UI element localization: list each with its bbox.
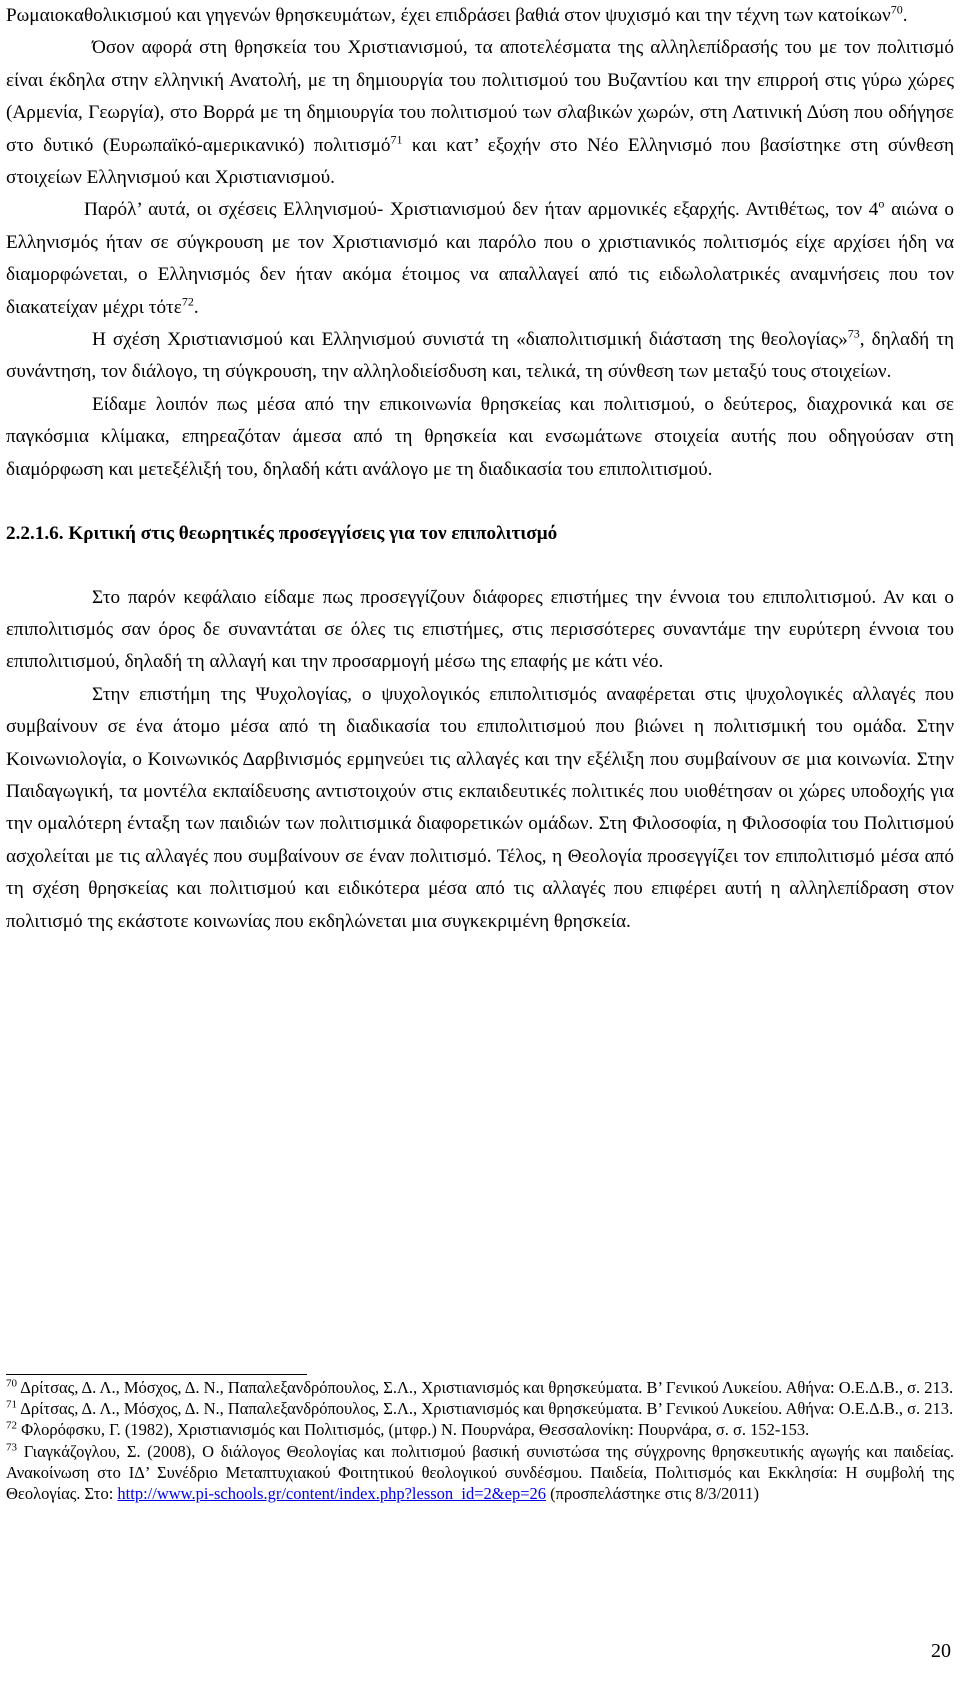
paragraph-text: , δηλαδή τη συνάντηση, τον διάλογο, τη σύγκρουση, την αλληλοδιείσδυση και, τελικά, τη σύνθεση των μεταξύ τους στοιχείων.	[6, 329, 954, 383]
footnote-number: 71	[6, 1398, 17, 1411]
reference-link[interactable]: http://www.pi-schools.gr/content/index.php?lesson_id=2&ep=26	[117, 1484, 547, 1504]
paragraph-text: .	[902, 5, 908, 26]
footnote-ref-73[interactable]: 73	[847, 326, 860, 341]
footnote-text: Γιαγκάζογλου, Σ. (2008), Ο διάλογος Θεολογίας και πολιτισμού βασική συνιστώσα της σύγχρονης θρησκευτικής αγωγής και παιδείας. Ανακοίνωση στο ΙΔ’ Συνέδριο Μεταπτυχιακού Φοιτητικού θεολογικού συνδέσμου. Παιδεία, Πολιτισμός και Εκκλησία: Η συμβολή της Θεολογίας. Στο:	[6, 1441, 955, 1504]
paragraph-text: και κατ’ εξοχήν στο Νέο Ελληνισμό που βασίστηκε στη σύνθεση στοιχείων Ελληνισμού και Χριστιανισμού.	[6, 134, 954, 189]
page-number: 20	[931, 1640, 951, 1662]
footnote-number: 70	[6, 1377, 17, 1390]
footnotes	[6, 1377, 954, 1504]
footnote-ref-70[interactable]: 70	[890, 2, 903, 17]
footnote-71	[6, 1398, 954, 1419]
paragraph-2	[6, 32, 954, 194]
paragraph-3	[6, 194, 954, 324]
spacer	[6, 551, 954, 582]
footnote-73	[6, 1441, 954, 1505]
paragraph-text: Ρωμαιοκαθολικισμού και γηγενών θρησκευμάτων, έχει επιδράσει βαθιά στον ψυχισμό και την τέχνη των κατοίκων	[6, 5, 891, 26]
footnote-divider	[6, 1374, 307, 1375]
paragraph-text: αιώνα ο Ελληνισμός ήταν σε σύγκρουση με τον Χριστιανισμό και παρόλο που ο χριστιανικός πολιτισμός είχε αρχίσει ήδη να διαμορφώνεται, ο Ελληνισμός δεν ήταν ακόμα έτοιμος να απαλλαγεί από τις ειδωλολατρικές αναμνήσεις που τον διακατείχαν μέχρι τότε	[6, 199, 954, 318]
document-body	[6, 0, 954, 938]
paragraph-text: .	[193, 296, 199, 318]
paragraph-text: Όσον αφορά στη θρησκεία του Χριστιανισμού, τα αποτελέσματα της αλληλεπίδρασής του με τον πολιτισμό είναι έκδηλα στην ελληνική Ανατολή, με τη δημιουργία του πολιτισμού του Βυζαντίου και την επιρροή στις γύρω χώρες (Αρμενία, Γεωργία), στο Βορρά με τη δημιουργία του πολιτισμού των σλαβικών χωρών, στη Λατινική Δύση που οδήγησε στο δυτικό (Ευρωπαϊκό-αμερικανικό) πολιτισμό	[6, 37, 954, 156]
footnote-number: 73	[6, 1441, 17, 1454]
paragraph-7: Στην επιστήμη της Ψυχολογίας, ο ψυχολογικός επιπολιτισμός αναφέρεται στις ψυχολογικές αλλαγές που συμβαίνουν σε ένα άτομο μέσα από τη διαδικασία του επιπολιτισμού που βιώνει η πολιτισμική του ομάδα. Στην Κοινωνιολογία, ο Κοινωνικός Δαρβινισμός ερμηνεύει τις αλλαγές και την εξέλιξη που συμβαίνουν σε μια κοινωνία. Στην Παιδαγωγική, τα μοντέλα εκπαίδευσης αντιστοιχούν στις εκπαιδευτικές πολιτικές που υιοθέτησαν οι χώρες υποδοχής για την ομαλότερη ένταξη των παιδιών των πολιτισμικά διαφορετικών ομάδων. Στη Φιλοσοφία, η Φιλοσοφία του Πολιτισμού ασχολείται με τις αλλαγές που συμβαίνουν σε έναν πολιτισμό. Τέλος, η Θεολογία προσεγγίζει τον επιπολιτισμό μέσα από τη σχέση θρησκείας και πολιτισμού και ειδικότερα μέσα από τις αλλαγές που επιφέρει αυτή η αλληλεπίδραση στον πολιτισμό της εκάστοτε κοινωνίας που εκδηλώνεται μια συγκεκριμένη θρησκεία.	[6, 683, 954, 932]
footnote-ref-71[interactable]: 71	[390, 132, 403, 147]
section-heading: 2.2.1.6. Κριτική στις θεωρητικές προσεγγίσεις για τον επιπολιτισμό	[6, 523, 558, 545]
footnote-text: (προσπελάστηκε στις 8/3/2011)	[546, 1484, 759, 1504]
footnote-70	[6, 1377, 954, 1398]
paragraph-text: Η σχέση Χριστιανισμού και Ελληνισμού συνιστά τη «διαπολιτισμική διάσταση της θεολογίας»	[92, 329, 848, 351]
footnote-text: Φλορόφσκυ, Γ. (1982), Χριστιανισμός και Πολιτισμός, (μτφρ.) Ν. Πουρνάρα, Θεσσαλονίκη: Πουρνάρα, σ. σ. 152-153.	[21, 1420, 810, 1440]
footnote-ref-72[interactable]: 72	[181, 294, 194, 309]
footnote-text: Δρίτσας, Δ. Λ., Μόσχος, Δ. Ν., Παπαλεξανδρόπουλος, Σ.Λ., Χριστιανισμός και θρησκεύματα. Β’ Γενικού Λυκείου. Αθήνα: Ο.Ε.Δ.Β., σ. 213.	[20, 1399, 954, 1419]
ordinal-superscript: ο	[878, 197, 885, 212]
paragraph-6: Στο παρόν κεφάλαιο είδαμε πως προσεγγίζουν διάφορες επιστήμες την έννοια του επιπολιτισμού. Αν και ο επιπολιτισμός σαν όρος δε συναντάται σε όλες τις επιστήμες, στις περισσότερες συναντάμε την ευρύτερη έννοια του επιπολιτισμού, δηλαδή τη αλλαγή και την προσαρμογή μέσω της επαφής με κάτι νέο.	[6, 586, 954, 673]
paragraph-4	[6, 324, 954, 389]
paragraph-1	[6, 0, 954, 32]
footnote-text: Δρίτσας, Δ. Λ., Μόσχος, Δ. Ν., Παπαλεξανδρόπουλος, Σ.Λ., Χριστιανισμός και θρησκεύματα. Β’ Γενικού Λυκείου. Αθήνα: Ο.Ε.Δ.Β., σ. 213.	[20, 1378, 954, 1397]
footnote-number: 72	[6, 1419, 17, 1432]
paragraph-text: Παρόλ’ αυτά, οι σχέσεις Ελληνισμού- Χριστιανισμού δεν ήταν αρμονικές εξαρχής. Αντιθέτως, τον 4	[84, 199, 879, 221]
footnote-72	[6, 1419, 954, 1440]
paragraph-5: Είδαμε λοιπόν πως μέσα από την επικοινωνία θρησκείας και πολιτισμού, ο δεύτερος, διαχρονικά και σε παγκόσμια κλίμακα, επηρεαζόταν άμεσα από τη θρησκεία και ενσωμάτωνε στοιχεία αυτής που οδηγούσαν στη διαμόρφωση και μετεξέλιξή του, δηλαδή κάτι ανάλογο με τη διαδικασία του επιπολιτισμού.	[6, 393, 954, 480]
